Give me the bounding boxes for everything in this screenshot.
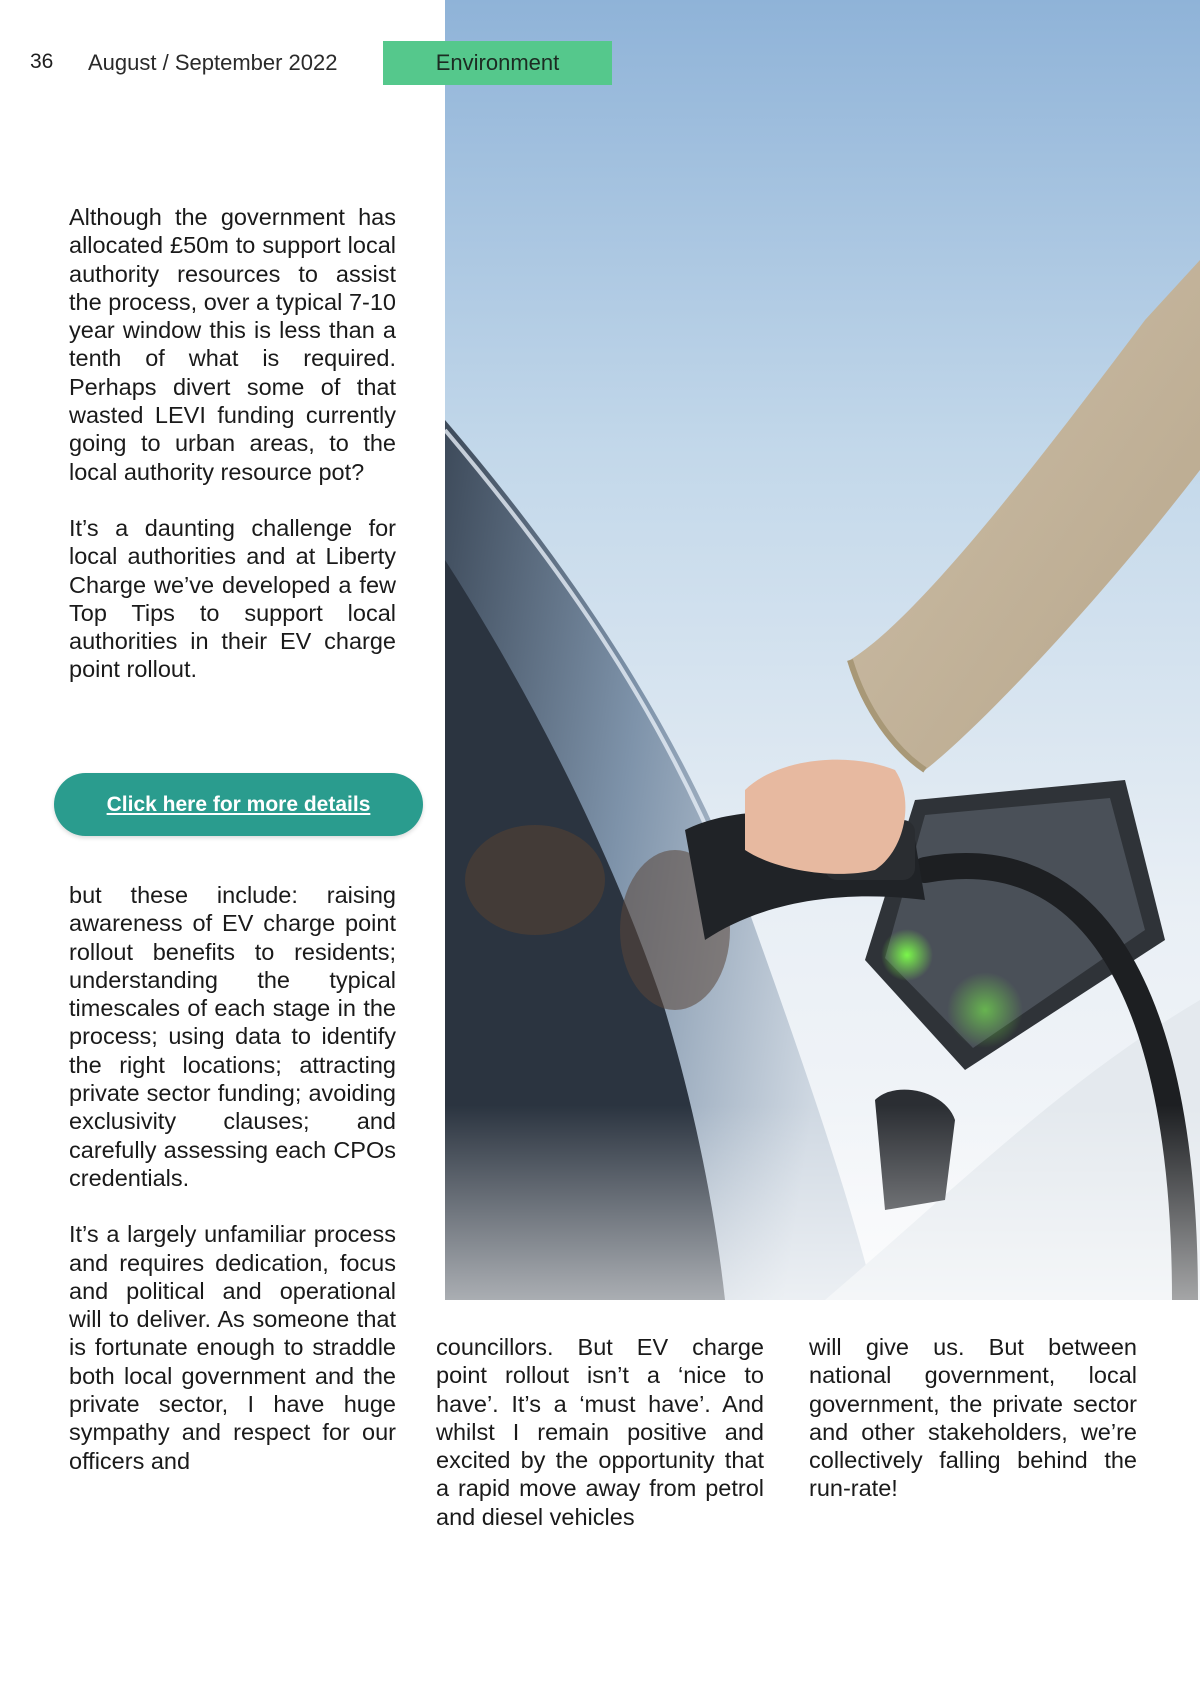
section-tag-label: Environment (435, 50, 560, 75)
paragraph: councillors. But EV charge point rollout isn’t a ‘nice to have’. It’s a ‘must have’. And whilst I remain positive and excited by the opportunity that a rapid move away from petrol and diesel vehicles (436, 1334, 764, 1530)
paragraph: It’s a largely unfamiliar process and requires dedication, focus and political and operational will to deliver. As someone that is fortunate enough to straddle both local government and the private sector, I have huge sympathy and respect for our officers and (69, 1221, 396, 1474)
paragraph: will give us. But between national government, local government, the private sector and other stakeholders, we’re collectively falling behind the run-rate! (809, 1334, 1137, 1502)
column-1-top (69, 203, 396, 684)
page-number: 36 (30, 50, 54, 73)
column-2 (436, 1333, 764, 1531)
more-details-link[interactable]: Click here for more details (106, 792, 371, 816)
paragraph: but these include: raising awareness of EV charge point rollout benefits to residents; understanding the typical timescales of each stage in the process; using data to identify the right locations; attracting private sector funding; avoiding exclusivity clauses; and carefully assessing each CPOs credentials. (69, 882, 396, 1191)
issue-date: August / September 2022 (88, 50, 338, 75)
paragraph: It’s a daunting challenge for local authorities and at Liberty Charge we’ve developed a few Top Tips to support local authorities in their EV charge point rollout. (69, 514, 396, 683)
more-details-button[interactable] (54, 773, 423, 836)
paragraph: Although the government has allocated £50m to support local authority resources to assist the process, over a typical 7-10 year window this is less than a tenth of what is required. Perhaps divert some of that wasted LEVI funding currently going to urban areas, to the local authority resource pot? (69, 204, 396, 485)
ev-charging-photo (445, 0, 1200, 1300)
column-1-bottom (69, 881, 396, 1475)
hand-plugging-ev-charger-icon (445, 0, 1200, 1300)
column-3 (809, 1333, 1137, 1503)
section-tag (383, 41, 612, 85)
